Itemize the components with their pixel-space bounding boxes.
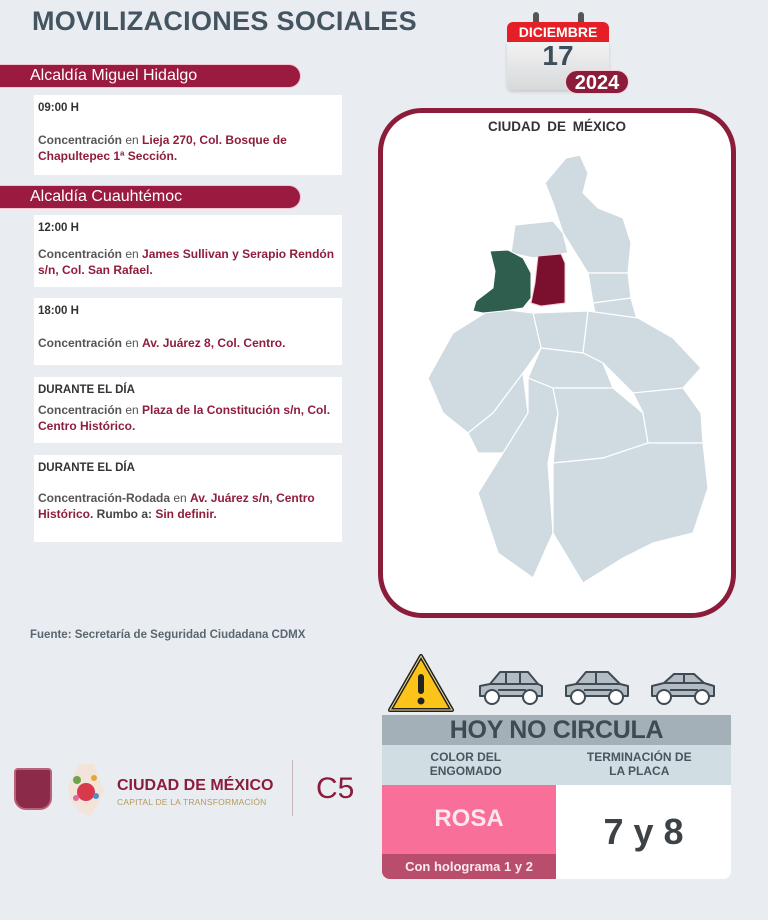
date-calendar	[507, 10, 627, 96]
event-card	[34, 298, 342, 365]
c5-logo: C5	[316, 772, 355, 805]
event-description: Concentración en Plaza de la Constitución s/n, Col. Centro Histórico.	[38, 403, 331, 433]
alcaldia-header-miguel-hidalgo: Alcaldía Miguel Hidalgo	[0, 65, 300, 87]
hoy-no-circula-headers	[382, 745, 731, 785]
event-location: Av. Juárez 8, Col. Centro.	[142, 336, 286, 350]
plate-ending-value: 7 y 8	[556, 785, 731, 879]
event-time: DURANTE EL DÍA	[38, 462, 135, 474]
event-description: Concentración en Lieja 270, Col. Bosque de Chapultepec 1ª Sección.	[38, 133, 287, 163]
hoy-no-circula-values	[382, 785, 731, 879]
cdmx-flower-logo	[64, 760, 108, 818]
warning-icon	[386, 652, 456, 714]
source-note: Fuente: Secretaría de Seguridad Ciudadana CDMX	[30, 629, 306, 641]
calendar-day: 17	[542, 40, 574, 71]
event-location: Lieja 270, Col. Bosque de Chapultepec 1ª Sección.	[38, 133, 287, 163]
car-icon	[562, 668, 632, 708]
miguel-hidalgo-region	[473, 250, 531, 313]
event-card	[34, 455, 342, 542]
sticker-color-value: ROSA	[434, 805, 504, 832]
logo-divider	[292, 760, 293, 816]
event-location: Plaza de la Constitución s/n, Col. Centro Histórico.	[38, 403, 331, 433]
plate-header: TERMINACIÓN DE LA PLACA	[586, 750, 692, 778]
cdmx-map	[378, 108, 736, 618]
sticker-color-cell	[382, 785, 556, 879]
city-tagline: CAPITAL DE LA TRANSFORMACIÓN	[117, 797, 267, 807]
event-card	[34, 95, 342, 175]
event-card	[34, 215, 342, 287]
map-title: CIUDAD DE MÉXICO	[487, 119, 626, 134]
color-header: COLOR DEL ENGOMADO	[429, 750, 502, 778]
calendar-year: 2024	[565, 70, 629, 94]
cdmx-shield-logo	[14, 768, 52, 810]
cuauhtemoc-region	[531, 254, 565, 306]
event-location: Av. Juárez s/n, Centro Histórico.	[38, 491, 315, 521]
car-icon	[476, 668, 546, 708]
event-time: 12:00 H	[38, 222, 79, 234]
hoy-no-circula-panel	[382, 715, 731, 879]
event-description: Concentración en James Sullivan y Serapio Rendón s/n, Col. San Rafael.	[38, 247, 335, 277]
event-location: James Sullivan y Serapio Rendón s/n, Col. San Rafael.	[38, 247, 335, 277]
hoy-no-circula-title: HOY NO CIRCULA	[382, 715, 731, 745]
event-description: Concentración en Av. Juárez 8, Col. Centro.	[38, 336, 286, 350]
event-time: 18:00 H	[38, 305, 79, 317]
event-time: DURANTE EL DÍA	[38, 384, 135, 396]
event-card	[34, 377, 342, 443]
cdmx-map-shape	[383, 113, 731, 613]
city-name-logo: CIUDAD DE MÉXICO	[117, 777, 274, 794]
hologram-note: Con holograma 1 y 2	[382, 854, 556, 879]
calendar-month: DICIEMBRE	[507, 22, 609, 42]
alcaldia-header-cuauhtemoc: Alcaldía Cuauhtémoc	[0, 186, 300, 208]
car-icon	[648, 668, 718, 708]
page-title: MOVILIZACIONES SOCIALES	[32, 6, 417, 36]
event-description: Concentración-Rodada en Av. Juárez s/n, Centro Histórico. Rumbo a: Sin definir.	[38, 491, 315, 521]
event-time: 09:00 H	[38, 102, 79, 114]
